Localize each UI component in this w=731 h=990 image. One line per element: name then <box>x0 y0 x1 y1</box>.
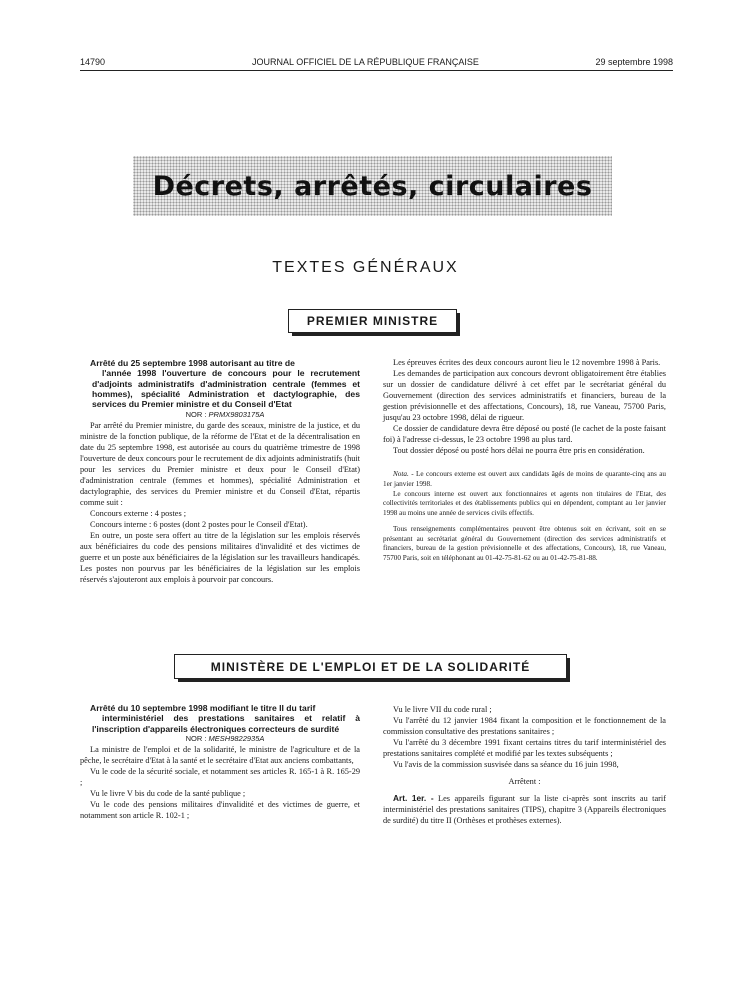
article1-paragraph: En outre, un poste sera offert au titre de la législation sur les emplois réservés aux bénéficiaires du code des pensions militaires d'invalidité et des victimes de guerre et un poste aux bénéficiaires de la législation sur les travailleurs handicapés. Les postes non pourvus par les bénéficiaires de la législation sur les emplois réservés s'ajouteront aux emplois à pourvoir par concours. <box>80 530 360 584</box>
article2-paragraph: Vu le code des pensions militaires d'invalidité et des victimes de guerre, et notamment son article R. 102-1 ; <box>80 800 360 821</box>
article1-title-rest: l'année 1998 l'ouverture de concours pour le recrutement d'adjoints administratifs d'administration centrale (femmes et hommes), spécialité Administration et dactylographie, des services du Premier ministre et du Conseil d'Etat <box>92 368 360 410</box>
article1-left-column <box>80 358 360 585</box>
issue-date: 29 septembre 1998 <box>595 57 673 67</box>
article2-title <box>80 703 360 734</box>
ministry-heading-emploi-solidarite: MINISTÈRE DE L'EMPLOI ET DE LA SOLIDARITÉ <box>174 654 567 679</box>
article1-paragraph: Concours interne : 6 postes (dont 2 postes pour le Conseil d'Etat). <box>90 519 308 529</box>
article1-paragraph: Par arrêté du Premier ministre, du garde des sceaux, ministre de la justice, et du ministre de la fonction publique, de la réforme de l'Etat et de la décentralisation en date du 25 septembre 1998, est autorisée au cours du quatrième trimestre de 1998 l'ouverture de deux concours pour le recrutement de dix adjoints administratifs (huit pour les services du Premier ministre et deux pour le Conseil d'Etat) d'administration centrale (femmes et hommes), spécialité Administration et dactylographie, des services du Premier ministre et du Conseil d'Etat, répartis comme suit : <box>80 420 360 507</box>
nor-code: MESH9822935A <box>208 733 265 743</box>
header-rule <box>80 70 673 71</box>
nor-label: NOR : <box>185 733 207 743</box>
article2-right-column <box>383 704 666 826</box>
nor-label: NOR : <box>185 409 207 419</box>
section-banner <box>133 156 612 216</box>
ministry-heading-premier-ministre: PREMIER MINISTRE <box>288 309 457 333</box>
article1-title <box>80 358 360 410</box>
article1-paragraph: Les épreuves écrites des deux concours auront lieu le 12 novembre 1998 à Paris. <box>393 358 661 367</box>
article1-title-first: Arrêté du 25 septembre 1998 autorisant au titre de <box>90 358 295 368</box>
nor-code: PRMX9803175A <box>208 409 265 419</box>
note-paragraph: Le concours interne est ouvert aux fonctionnaires et agents non titulaires de l'Etat, des collectivités territoriales et des établissements publics qui en dépendent, comptant au 1er janvier 1998 au moins une année de services civils effectifs. <box>383 489 666 518</box>
article1-paragraph: Ce dossier de candidature devra être déposé ou posté (le cachet de la poste faisant foi) à l'adresse ci-dessus, le 23 octobre 1998 au plus tard. <box>383 424 666 445</box>
note-paragraph <box>383 470 666 489</box>
article2-title-rest: interministériel des prestations sanitaires et relatif à l'inscription d'appareils électroniques correcteurs de surdité <box>92 713 360 734</box>
article2-title-first: Arrêté du 10 septembre 1998 modifiant le titre II du tarif <box>90 703 316 713</box>
art1-label: Art. 1er. - <box>393 793 434 804</box>
article2-paragraph: Vu le livre V bis du code de la santé publique ; <box>90 789 246 799</box>
note-text: - Le concours externe est ouvert aux candidats âgés de moins de quarante-cinq ans au 1er janvier 1998. <box>383 470 666 488</box>
page-number: 14790 <box>80 57 106 67</box>
article2-art1 <box>383 793 666 826</box>
article1-paragraph: Tout dossier déposé ou posté hors délai ne pourra être pris en considération. <box>393 446 645 456</box>
note-paragraph: Tous renseignements complémentaires peuvent être obtenus soit en écrivant, soit en se présentant au secrétariat général du Gouvernement (direction des services administratifs et financiers, bureau de la gestion prévisionnelle et des affectations, Concours), 18, rue Vaneau, 75700 Paris, soit en téléphonant au 01-42-75-81-62 ou au 01-42-75-81-88. <box>383 524 666 563</box>
article2-paragraph: Vu l'arrêté du 12 janvier 1984 fixant la composition et le fonctionnement de la commission consultative des prestations sanitaires ; <box>383 716 666 737</box>
article1-nor <box>80 410 360 420</box>
banner-title: Décrets, arrêtés, circulaires <box>152 170 593 202</box>
note-label: Nota. <box>393 470 409 479</box>
article2-paragraph: Vu le code de la sécurité sociale, et notamment ses articles R. 165-1 à R. 165-29 ; <box>80 766 360 787</box>
article2-paragraph: La ministre de l'emploi et de la solidarité, le ministre de l'agriculture et de la pêche, le secrétaire d'Etat à la santé et le secrétaire d'Etat aux anciens combattants, <box>80 744 360 765</box>
article1-paragraph: Concours externe : 4 postes ; <box>90 508 187 518</box>
article2-nor <box>80 734 360 744</box>
journal-title: JOURNAL OFFICIEL DE LA RÉPUBLIQUE FRANÇAISE <box>252 57 479 67</box>
section-title: TEXTES GÉNÉRAUX <box>272 259 459 276</box>
article2-left-column <box>80 703 360 821</box>
article2-paragraph: Vu l'arrêté du 3 décembre 1991 fixant certains titres du tarif interministériel des prestations sanitaires complété et modifié par les textes subséquents ; <box>383 738 666 759</box>
article2-paragraph: Vu l'avis de la commission susvisée dans sa séance du 16 juin 1998, <box>393 760 619 770</box>
art1-text: Les appareils figurant sur la liste ci-après sont inscrits au tarif interministériel des prestations sanitaires (TIPS), chapitre 3 (Appareils électroniques de surdité) du titre II (Orthèses et prothèses externes). <box>383 794 666 826</box>
article1-notes <box>383 470 666 563</box>
article1-paragraph: Les demandes de participation aux concours devront obligatoirement être établies sur un dossier de candidature délivré à cet effet par le secrétariat général du Gouvernement (direction des services administratifs et financiers, bureau de la gestion prévisionnelle et des affectations, Concours), 18, rue Vaneau, 75700 Paris, jusqu'au 23 octobre 1998, délai de rigueur. <box>383 369 666 423</box>
article2-paragraph: Vu le livre VII du code rural ; <box>393 705 492 714</box>
arretent-heading: Arrêtent : <box>508 777 541 787</box>
article1-right-column <box>383 357 666 564</box>
